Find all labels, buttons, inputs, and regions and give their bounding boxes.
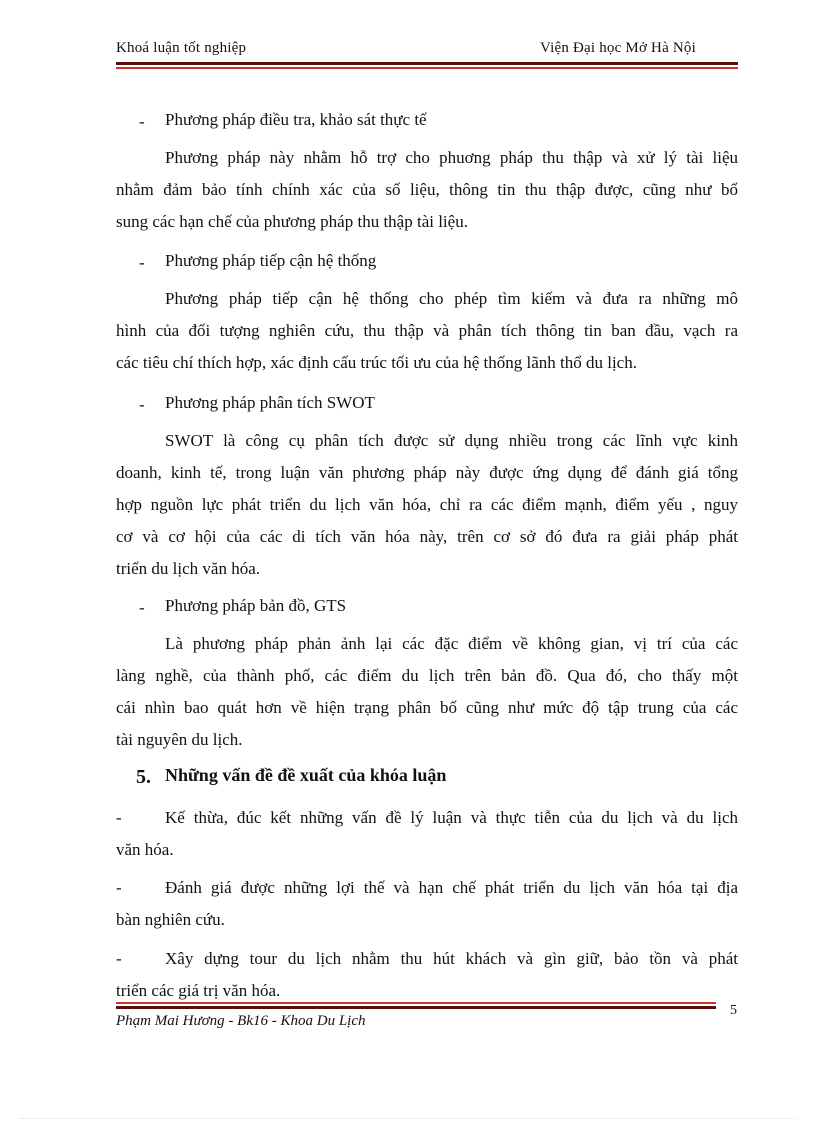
- footer-rule-red: [116, 1002, 716, 1004]
- header-left: Khoá luận tốt nghiệp: [116, 40, 247, 56]
- footer-author: Phạm Mai Hương - Bk16 - Khoa Du Lịch: [116, 1013, 366, 1029]
- bullet-text: văn hóa.: [116, 840, 174, 859]
- paragraph-line: làng nghề, của thành phố, các điểm du lịch trên bản đồ. Qua đó, cho thấy một: [116, 666, 738, 685]
- paragraph-line: Phương pháp tiếp cận hệ thống cho phép tìm kiếm và đưa ra những mô: [165, 289, 738, 308]
- heading-number: 5.: [136, 766, 151, 788]
- bullet-text: Kế thừa, đúc kết những vấn đề lý luận và thực tiễn của du lịch và du lịch: [165, 808, 738, 827]
- page-number: 5: [730, 1003, 737, 1018]
- paragraph-line: sung các hạn chế của phương pháp thu thập tài liệu.: [116, 212, 468, 231]
- bullet-text: Xây dựng tour du lịch nhằm thu hút khách và gìn giữ, bảo tồn và phát: [165, 949, 738, 968]
- dash-marker: -: [139, 598, 145, 617]
- paragraph-line: cái nhìn bao quát hơn về hiện trạng phân bố cũng như mức độ tập trung của các: [116, 698, 738, 717]
- bullet-marker: -: [116, 808, 122, 827]
- bullet-marker: -: [116, 878, 122, 897]
- bullet-text: bàn nghiên cứu.: [116, 910, 225, 929]
- header-rule-dark: [116, 62, 738, 65]
- bullet-text: triển các giá trị văn hóa.: [116, 981, 281, 1000]
- paragraph-line: triển du lịch văn hóa.: [116, 559, 260, 578]
- paragraph-line: tài nguyên du lịch.: [116, 730, 243, 749]
- dash-marker: -: [139, 395, 145, 414]
- paragraph-line: Là phương pháp phản ảnh lại các đặc điểm về không gian, vị trí của các: [165, 634, 738, 653]
- footer-rule-dark: [116, 1006, 716, 1009]
- dash-marker: -: [139, 253, 145, 272]
- section-title-map: Phương pháp bản đồ, GTS: [165, 596, 347, 615]
- paragraph-line: Phương pháp này nhằm hỗ trợ cho phuơng pháp thu thập và xử lý tài liệu: [165, 148, 738, 167]
- section-title-systems: Phương pháp tiếp cận hệ thống: [165, 251, 377, 270]
- paragraph-line: SWOT là công cụ phân tích được sử dụng nhiều trong các lĩnh vực kinh: [165, 431, 738, 450]
- section-title-swot: Phương pháp phân tích SWOT: [165, 393, 375, 412]
- paragraph-line: nhằm đảm bảo tính chính xác của số liệu, thông tin thu thập được, cũng như bổ: [116, 180, 738, 199]
- paragraph-line: hợp nguồn lực phát triển du lịch văn hóa, chỉ ra các điểm mạnh, điểm yếu , nguy: [116, 495, 738, 514]
- header-right: Viện Đại học Mở Hà Nội: [540, 40, 696, 56]
- paragraph-line: các tiêu chí thích hợp, xác định cấu trúc tối ưu của hệ thống lãnh thổ du lịch.: [116, 353, 637, 372]
- dash-marker: -: [139, 112, 145, 131]
- header-rule-red: [116, 67, 738, 69]
- paragraph-line: doanh, kinh tế, trong luận văn phương pháp này được ứng dụng để đánh giá tổng: [116, 463, 738, 482]
- bullet-marker: -: [116, 949, 122, 968]
- section-title-survey: Phương pháp điều tra, khảo sát thực tế: [165, 110, 427, 129]
- paragraph-line: cơ và cơ hội của các di tích văn hóa này, trên cơ sở đó đưa ra giải pháp phát: [116, 527, 738, 546]
- bullet-text: Đánh giá được những lợi thế và hạn chế phát triển du lịch văn hóa tại địa: [165, 878, 738, 897]
- page-edge: [20, 1118, 796, 1119]
- heading-proposals: Những vấn đề đề xuất của khóa luận: [165, 765, 447, 785]
- paragraph-line: hình của đối tượng nghiên cứu, thu thập và phân tích thông tin ban đầu, vạch ra: [116, 321, 738, 340]
